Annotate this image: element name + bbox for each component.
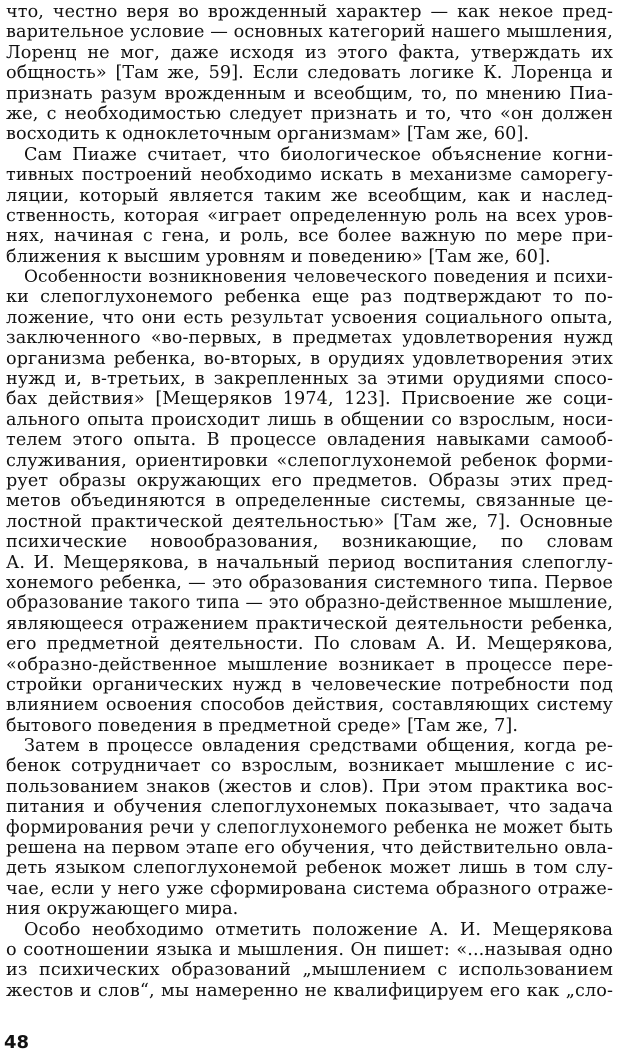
text-line: питания и обучения слепоглухонемых показывает, что задача (6, 797, 613, 818)
text-line: образование такого типа — это образно-действенное мышление, (6, 593, 613, 614)
text-line: тивных построений необходимо искать в механизме саморегу- (6, 165, 613, 186)
text-line: «образно-действенное мышление возникает в процессе пере- (6, 654, 613, 675)
text-line: лостной практической деятельностью» [Там же, 7]. Основные (6, 511, 613, 532)
text-line: общность» [Там же, 59]. Если следовать логике К. Лоренца и (6, 63, 613, 84)
text-line: являющееся отражением практической деятельности ребенка, (6, 613, 613, 634)
text-line: признать разум врожденным и всеобщим, то, по мнению Пиа- (6, 83, 613, 104)
text-line: ния окружающего мира. (6, 899, 239, 920)
text-line: варительное условие — основных категорий нашего мышления, (6, 22, 613, 43)
text-line: из психических образований „мышлением с использованием (6, 960, 613, 981)
text-line: чае, если у него уже сформирована система образного отраже- (6, 878, 613, 899)
text-line: бенок сотрудничает со взрослым, возникает мышление с ис- (6, 756, 613, 777)
text-line: телем этого опыта. В процессе овладения навыками самооб- (6, 430, 613, 451)
text-line: заключенного «во-первых, в предметах удовлетворения нужд (6, 328, 613, 349)
text-line: ального опыта происходит лишь в общении со взрослым, носи- (6, 409, 613, 430)
text-line: психические новообразования, возникающие, по словам (6, 532, 613, 553)
text-line: нужд и, в-третьих, в закрепленных за этими орудиями спосо- (6, 369, 613, 390)
text-line: рует образы окружающих его предметов. Образы этих пред- (6, 470, 613, 491)
text-line: нях, начиная с гена, и роль, все более важную по мере при- (6, 226, 613, 247)
text-line: пользованием знаков (жестов и слов). При этом практика вос- (6, 776, 613, 797)
body-text (6, 2, 613, 1001)
paragraph-5 (6, 920, 613, 1002)
text-line: Затем в процессе овладения средствами общения, когда ре- (24, 736, 613, 757)
text-line: его предметной деятельности. По словам А. И. Мещерякова, (6, 634, 613, 655)
text-line: Особенности возникновения человеческого поведения и психи- (24, 267, 613, 288)
text-line: о соотношении языка и мышления. Он пишет: «...называя одно (6, 939, 613, 960)
paragraph-3 (6, 267, 613, 736)
text-line: метов объединяются в определенные системы, связанные це- (6, 491, 613, 512)
text-line: Особо необходимо отметить положение А. И. Мещерякова (24, 919, 613, 940)
text-line: ближения к высшим уровням и поведению» [Там же, 60]. (6, 246, 551, 267)
text-line: хонемого ребенка, — это образования системного типа. Первое (6, 572, 613, 593)
text-line: бах действия» [Мещеряков 1974, 123]. Присвоение же соци- (6, 389, 613, 410)
text-line: ляции, который является таким же всеобщим, как и наслед- (6, 185, 613, 206)
text-line: стройки органических нужд в человеческие потребности под (6, 674, 613, 695)
text-line: А. И. Мещерякова, в начальный период воспитания слепоглу- (6, 552, 613, 573)
text-line: что, честно веря во врожденный характер — как некое пред- (6, 2, 613, 22)
text-line: восходить к одноклеточным организмам» [Там же, 60]. (6, 124, 530, 145)
text-line: бытового поведения в предметной среде» [Там же, 7]. (6, 715, 519, 736)
text-line: Сам Пиаже считает, что биологическое объяснение когни- (24, 144, 613, 165)
text-line: служивания, ориентировки «слепоглухонемой ребенок форми- (6, 450, 613, 471)
text-line: решена на первом этапе его обучения, что действительно овла- (6, 838, 613, 859)
text-line: деть языком слепоглухонемой ребенок может лишь в том слу- (6, 858, 613, 879)
text-line: ственность, которая «играет определенную роль на всех уров- (6, 205, 613, 226)
paragraph-4 (6, 736, 613, 920)
text-line: же, с необходимостью следует признать и то, что «он должен (6, 103, 613, 124)
paragraph-2 (6, 145, 613, 267)
page-number: 48 (4, 1032, 30, 1053)
text-line: влиянием освоения способов действия, составляющих систему (6, 695, 613, 716)
text-line: организма ребенка, во-вторых, в орудиях удовлетворения этих (6, 348, 613, 369)
text-line: ложение, что они есть результат усвоения социального опыта, (6, 307, 613, 328)
paragraph-1 (6, 2, 613, 145)
text-line: формирования речи у слепоглухонемого ребенка не может быть (6, 817, 613, 838)
text-line: Лоренц не мог, даже исходя из этого факта, утверждать их (6, 42, 613, 63)
text-line: ки слепоглухонемого ребенка еще раз подтверждают то по- (6, 287, 613, 308)
text-line: жестов и слов“, мы намеренно не квалифицируем его как „сло- (6, 980, 613, 1001)
